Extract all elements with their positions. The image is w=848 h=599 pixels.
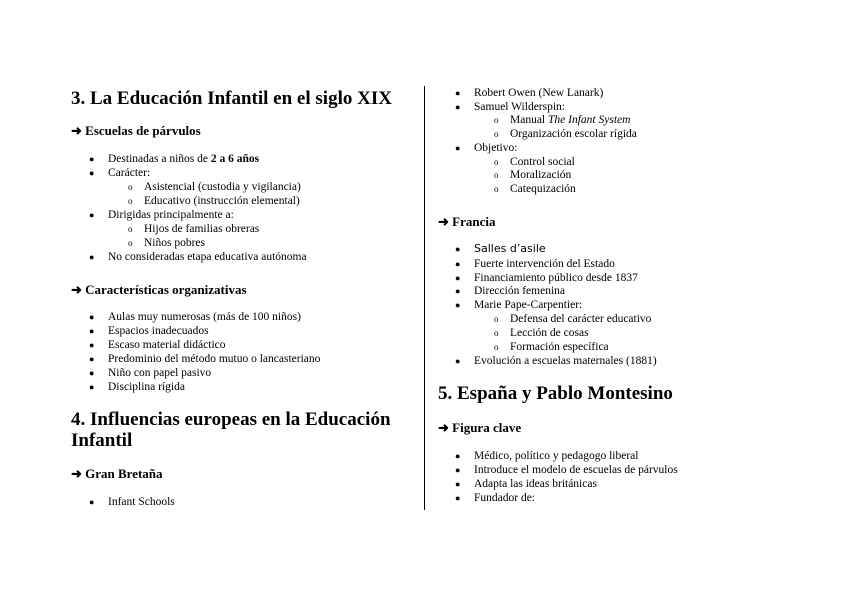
list-item-text: Objetivo:: [474, 142, 518, 154]
list-item: [89, 208, 234, 222]
list-item-text: Niño con papel pasivo: [108, 367, 212, 379]
list-item-text: No consideradas etapa educativa autónoma: [108, 251, 307, 263]
bullet-icon: ●: [89, 312, 95, 322]
francia-heading: ➜ Francia: [438, 214, 496, 229]
list-item: [89, 250, 307, 264]
list-item: [455, 354, 657, 368]
bullet-icon: ●: [89, 168, 95, 178]
column-divider: [424, 86, 425, 510]
list-item: [455, 141, 518, 155]
list-item-bold-text: 2 a 6 años: [210, 153, 260, 165]
bullet-icon: ●: [89, 368, 95, 378]
list-item: [455, 257, 615, 271]
list-item: [89, 495, 175, 509]
bullet-icon: ●: [89, 210, 95, 220]
sub-list-item: [128, 222, 260, 236]
list-item-text: Espacios inadecuados: [108, 325, 209, 337]
list-item-text: Fundador de:: [474, 492, 536, 504]
section-4-title-line-1: 4. Influencias europeas en la Educación: [71, 409, 391, 430]
list-item: [89, 324, 209, 338]
sub-list-item: [128, 194, 300, 208]
bullet-icon: ●: [455, 88, 461, 98]
list-item-text: Evolución a escuelas maternales (1881): [474, 355, 657, 367]
circle-bullet-icon: o: [494, 157, 499, 167]
list-item-text: Hijos de familias obreras: [144, 223, 260, 235]
list-item: [89, 338, 226, 352]
list-item-text: Lección de cosas: [510, 327, 589, 339]
section-5-title: 5. España y Pablo Montesino: [438, 383, 673, 404]
sub-list-item: [494, 127, 637, 141]
circle-bullet-icon: o: [494, 170, 499, 180]
list-item: [455, 449, 639, 463]
list-item-text: Aulas muy numerosas (más de 100 niños): [108, 311, 301, 323]
bullet-icon: ●: [455, 479, 461, 489]
list-item-text: Asistencial (custodia y vigilancia): [144, 181, 301, 193]
caracteristicas-heading: ➜ Características organizativas: [71, 282, 247, 297]
circle-bullet-icon: o: [494, 129, 499, 139]
bullet-icon: ●: [89, 497, 95, 507]
list-item-text: Financiamiento público desde 1837: [474, 272, 638, 284]
circle-bullet-icon: o: [128, 196, 133, 206]
sub-list-item: [494, 182, 576, 196]
bullet-icon: ●: [89, 382, 95, 392]
circle-bullet-icon: o: [494, 314, 499, 324]
list-item: [455, 242, 546, 256]
list-item-text: Marie Pape-Carpentier:: [474, 299, 583, 311]
sub-list-item: [494, 155, 575, 169]
list-item: [455, 477, 597, 491]
list-item: [455, 298, 583, 312]
circle-bullet-icon: o: [494, 328, 499, 338]
list-item-text: Escaso material didáctico: [108, 339, 226, 351]
bullet-icon: ●: [455, 493, 461, 503]
list-item-italic-text: The Infant System: [548, 114, 631, 126]
list-item: [455, 100, 565, 114]
bullet-icon: ●: [455, 300, 461, 310]
list-item-text: Introduce el modelo de escuelas de párvulos: [474, 464, 678, 476]
list-item-text: Dirigidas principalmente a:: [108, 209, 234, 221]
sub-list-item: [128, 236, 206, 250]
circle-bullet-icon: o: [128, 224, 133, 234]
circle-bullet-icon: o: [128, 238, 133, 248]
list-item-text: Predominio del método mutuo o lancasteriano: [108, 353, 321, 365]
list-item-text: Infant Schools: [108, 496, 175, 508]
list-item-text: Dirección femenina: [474, 285, 565, 297]
list-item-text: Moralización: [510, 169, 572, 181]
sub-list-item: [128, 180, 301, 194]
bullet-icon: ●: [455, 273, 461, 283]
figura-clave-heading: ➜ Figura clave: [438, 420, 522, 435]
list-item-text: Carácter:: [108, 167, 151, 179]
bullet-icon: ●: [455, 286, 461, 296]
list-item-text: Samuel Wilderspin:: [474, 101, 565, 113]
list-item-text: Educativo (instrucción elemental): [144, 195, 300, 207]
list-item: [89, 310, 301, 324]
list-item: [455, 271, 638, 285]
bullet-icon: ●: [89, 326, 95, 336]
list-item-text: Médico, político y pedagogo liberal: [474, 450, 639, 462]
circle-bullet-icon: o: [494, 115, 499, 125]
section-4-title-line-2: Infantil: [71, 430, 133, 451]
bullet-icon: ●: [455, 102, 461, 112]
circle-bullet-icon: o: [128, 182, 133, 192]
list-item-text: Destinadas a niños de: [108, 153, 211, 165]
list-item: [89, 380, 185, 394]
list-item: [455, 463, 678, 477]
sub-list-item: [494, 340, 609, 354]
sub-list-item: [494, 312, 652, 326]
list-item: [455, 86, 604, 100]
list-item-text: Adapta las ideas británicas: [474, 478, 597, 490]
bullet-icon: ●: [455, 143, 461, 153]
bullet-icon: ●: [455, 259, 461, 269]
bullet-icon: ●: [89, 340, 95, 350]
list-item-text: Niños pobres: [144, 237, 206, 249]
list-item-text: Organización escolar rígida: [510, 128, 637, 140]
list-item: [89, 352, 321, 366]
sub-list-item: [494, 168, 572, 182]
list-item-text: Disciplina rígida: [108, 381, 185, 393]
bullet-icon: ●: [89, 252, 95, 262]
list-item: [455, 284, 565, 298]
list-item: [89, 166, 151, 180]
circle-bullet-icon: o: [494, 342, 499, 352]
list-item: [89, 152, 260, 166]
section-3-title: 3. La Educación Infantil en el siglo XIX: [71, 88, 392, 109]
sub-list-item: [494, 113, 631, 127]
list-item-text: Catequización: [510, 183, 576, 195]
list-item: [455, 491, 536, 505]
bullet-icon: ●: [89, 354, 95, 364]
list-item-text: Control social: [510, 156, 575, 168]
bullet-icon: ●: [455, 451, 461, 461]
circle-bullet-icon: o: [494, 184, 499, 194]
sub-list-item: [494, 326, 589, 340]
list-item: [89, 366, 212, 380]
list-item-text: Formación específica: [510, 341, 609, 353]
list-item-text: Salles d’asile: [474, 242, 546, 255]
list-item-text: Fuerte intervención del Estado: [474, 258, 615, 270]
list-item-text: Manual: [510, 114, 549, 126]
bullet-icon: ●: [455, 465, 461, 475]
list-item-text: Robert Owen (New Lanark): [474, 87, 604, 99]
bullet-icon: ●: [89, 154, 95, 164]
gran-bretana-heading: ➜ Gran Bretaña: [71, 466, 163, 481]
bullet-icon: ●: [455, 244, 461, 254]
bullet-icon: ●: [455, 356, 461, 366]
list-item-text: Defensa del carácter educativo: [510, 313, 652, 325]
escuelas-parvulos-heading: ➜ Escuelas de párvulos: [71, 123, 201, 138]
